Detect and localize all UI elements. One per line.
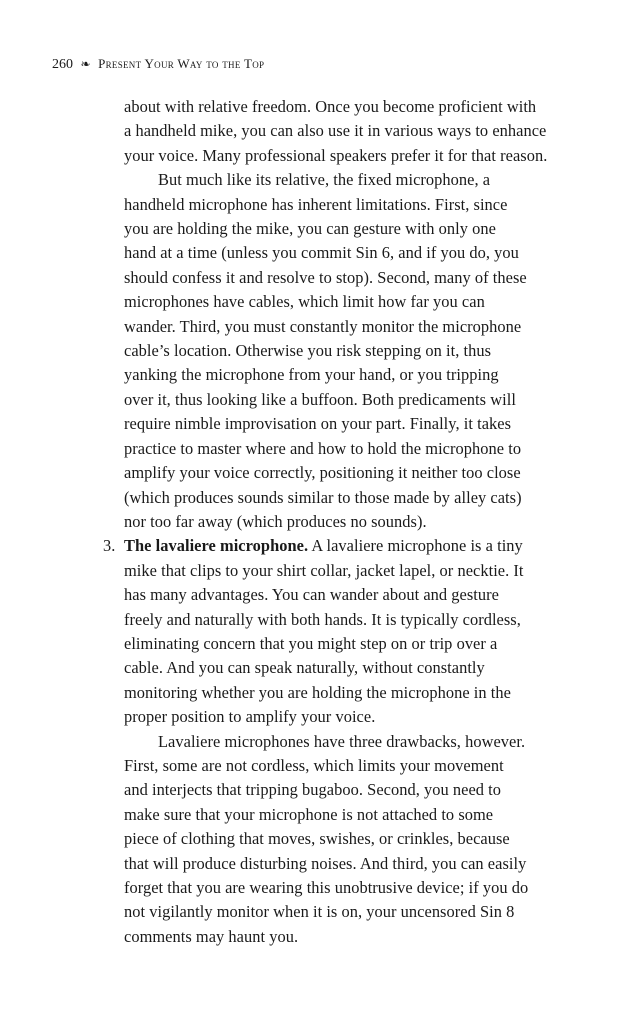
page-body — [103, 95, 576, 949]
text-line: wander. Third, you must constantly monitor the microphone — [124, 316, 522, 336]
text-line: not vigilantly monitor when it is on, your uncensored Sin 8 — [124, 902, 515, 922]
text-line: yanking the microphone from your hand, or you tripping — [124, 365, 499, 385]
text-line: (which produces sounds similar to those made by alley cats) — [124, 487, 522, 507]
text-line: monitoring whether you are holding the microphone in the — [124, 682, 511, 702]
text-line: cable’s location. Otherwise you risk stepping on it, thus — [124, 341, 492, 361]
text-line: should confess it and resolve to stop). Second, many of these — [124, 267, 527, 287]
text-line: comments may haunt you. — [124, 926, 299, 946]
text-line — [124, 534, 576, 558]
page-number: 260 — [52, 57, 73, 72]
paragraph-continued — [124, 95, 576, 168]
text-line: forget that you are wearing this unobtrusive device; if you do — [124, 878, 529, 897]
text-line: nor too far away (which produces no sounds). — [124, 511, 427, 531]
text-line: proper position to amplify your voice. — [124, 707, 376, 727]
text-line: a handheld mike, you can also use it in various ways to enhance — [124, 121, 547, 141]
text-line: hand at a time (unless you commit Sin 6, and if you do, you — [124, 243, 519, 263]
text-line: First, some are not cordless, which limits your movement — [124, 755, 504, 775]
text-line: piece of clothing that moves, swishes, or crinkles, because — [124, 829, 510, 849]
text-line: and interjects that tripping bugaboo. Second, you need to — [124, 780, 502, 800]
list-item-text: A lavaliere microphone is a tiny — [308, 536, 523, 556]
paragraph-handheld-limitations — [124, 168, 576, 534]
text-line: over it, thus looking like a buffoon. Both predicaments will — [124, 389, 516, 409]
text-line: has many advantages. You can wander about and gesture — [124, 585, 499, 605]
text-line: your voice. Many professional speakers prefer it for that reason. — [124, 145, 548, 165]
text-line: amplify your voice correctly, positioning it neither too close — [124, 463, 521, 483]
text-line: microphones have cables, which limit how far you can — [124, 292, 485, 312]
text-line: mike that clips to your shirt collar, jacket lapel, or necktie. It — [124, 560, 524, 580]
list-item-lavaliere — [103, 534, 576, 729]
text-line: you are holding the mike, you can gesture with only one — [124, 219, 496, 239]
list-item-heading: The lavaliere microphone. — [124, 536, 309, 556]
list-number: 3. — [103, 536, 116, 556]
text-line: eliminating concern that you might step on or trip over a — [124, 633, 498, 653]
text-line: practice to master where and how to hold the microphone to — [124, 438, 522, 458]
running-title: Present Your Way to the Top — [98, 56, 265, 71]
text-line: about with relative freedom. Once you become proficient with — [124, 97, 537, 116]
text-line: require nimble improvisation on your part. Finally, it takes — [124, 414, 512, 434]
text-line: handheld microphone has inherent limitations. First, since — [124, 194, 508, 214]
fleuron-icon: ❧ — [80, 57, 91, 71]
text-line: cable. And you can speak naturally, without constantly — [124, 658, 485, 678]
running-head — [52, 56, 264, 73]
text-line: But much like its relative, the fixed microphone, a — [158, 170, 491, 190]
text-line: freely and naturally with both hands. It is typically cordless, — [124, 609, 521, 629]
text-line: make sure that your microphone is not attached to some — [124, 804, 494, 824]
text-line: Lavaliere microphones have three drawbacks, however. — [158, 731, 526, 751]
paragraph-lavaliere-drawbacks — [124, 730, 576, 950]
text-line: that will produce disturbing noises. And third, you can easily — [124, 853, 527, 873]
